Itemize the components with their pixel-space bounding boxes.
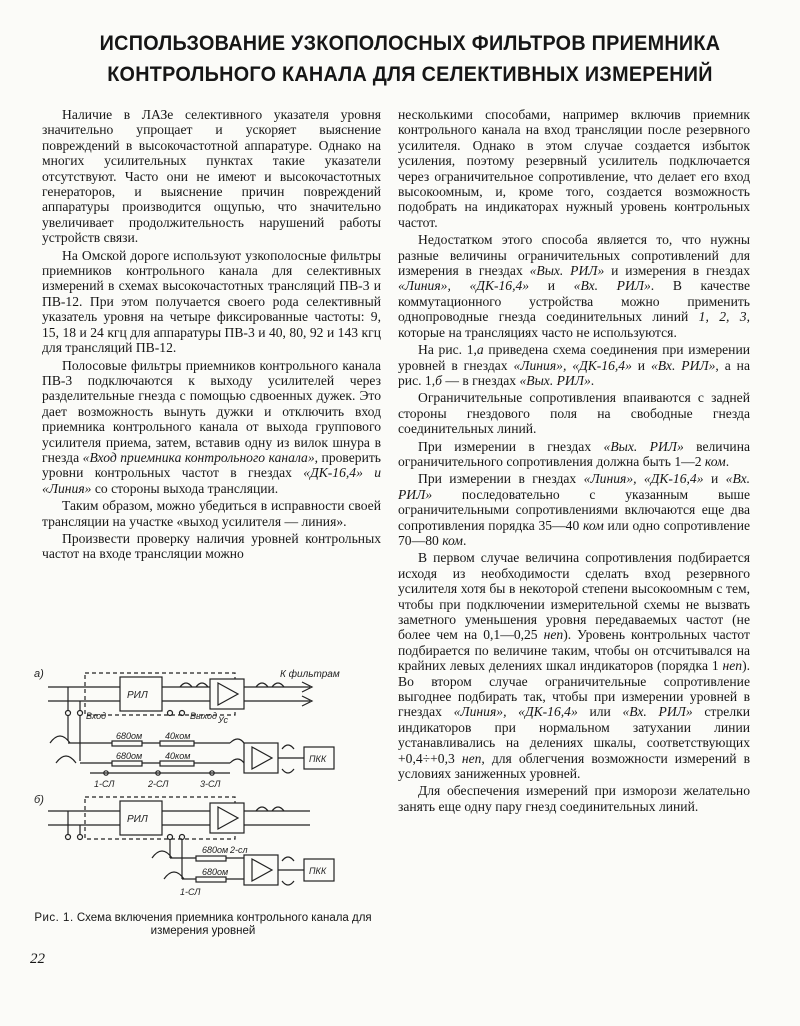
r680-label-b2: 680ом	[202, 867, 229, 877]
pkk-label-b: ПКК	[309, 866, 327, 876]
vykhod-label: Выход	[190, 711, 218, 721]
title-line-2: КОНТРОЛЬНОГО КАНАЛА ДЛЯ СЕЛЕКТИВНЫХ ИЗМЕРЕНИЙ	[107, 62, 713, 86]
caption-prefix: Рис. 1.	[34, 912, 74, 924]
sl2b-label: 2-сл	[230, 845, 248, 855]
label-a: а)	[34, 668, 44, 680]
page-number: 22	[30, 951, 45, 967]
paragraph: Для обеспечения измерений при изморози желательно занять еще одну пару гнезд соединительных линий.	[398, 783, 750, 814]
sl1-label: 1-СЛ	[94, 779, 115, 789]
r40k-label-a2: 40ком	[165, 751, 191, 761]
label-k-filtram: К фильтрам	[280, 669, 340, 680]
paragraph: Ограничительные сопротивления впаиваются с задней стороны гнездового поля на свободные гнезда соединительных линий.	[398, 390, 750, 437]
us-label: Ус	[218, 715, 229, 725]
sl2-label: 2-СЛ	[148, 779, 169, 789]
r680-label-b1: 680ом	[202, 845, 229, 855]
ril-label-a: РИЛ	[127, 690, 148, 701]
paragraph: На рис. 1,а приведена схема соединения при измерении уровней в гнездах «Линия», «ДК-16,4» и «Вх. РИЛ», а на рис. 1,б — в гнездах «Вых. РИЛ».	[398, 342, 750, 388]
figure-caption	[28, 912, 378, 938]
r680-label-a2: 680ом	[116, 751, 143, 761]
sl1-label-b: 1-СЛ	[180, 887, 201, 897]
title-line-1: ИСПОЛЬЗОВАНИЕ УЗКОПОЛОСНЫХ ФИЛЬТРОВ ПРИЕМНИКА	[99, 31, 721, 55]
paragraph: Наличие в ЛАЗе селективного указателя уровня значительно упрощает и ускоряет выяснение повреждений в высокочастотной аппаратуре. Однако на многих усилительных пунктах такие указатели отсутствуют. Часто они не имеют и высокочастотных генераторов, и выяснение причин повреждений аппаратуры производится ощупью, что значительно увеличивает продолжительность нарушений работы устройств связи.	[42, 107, 381, 246]
r40k-label-a1: 40ком	[165, 731, 191, 741]
pkk-label-a: ПКК	[309, 754, 327, 764]
right-column	[398, 107, 750, 816]
paragraph: Недостатком этого способа является то, что нужны разные величины ограничительных сопротивлений для измерения в гнездах «Вых. РИЛ» и измерения в гнездах «Линия», «ДК-16,4» и «Вх. РИЛ». В качестве коммутационного устройства можно применить однопроводные гнезда соединительных линий 1, 2, 3, которые на трансляциях часто не используются.	[398, 232, 750, 340]
paragraph: несколькими способами, например включив приемник контрольного канала на вход трансляции после резервного усилителя. Однако в этом случае создается избыток усиления, поэтому резервный усилитель подключается через ограничительное сопротивление, что делает его вход высокоомным, и, кроме того, создается возможность подобрать на индикаторах нужный уровень контрольных частот.	[398, 107, 750, 230]
ril-label-b: РИЛ	[127, 814, 148, 825]
left-column	[42, 107, 381, 564]
caption-text: Схема включения приемника контрольного канала для измерения уровней	[73, 912, 372, 937]
paragraph: В первом случае величина сопротивления подбирается исходя из необходимости сделать вход резервного усилителя хотя бы в некоторой степени высокоомным с тем, чтобы при подключении измерительной схемы не вызвать заметного уменьшения уровня передаваемых частот (не более чем на 0,1—0,25 неп). Уровень контрольных частот подбирается по величине таким, чтобы он отсчитывался на крайних левых делениях шкал индикаторов (порядка 1 неп). Во втором случае ограничительные сопротивление выгоднее подбирать так, чтобы при измерении уровней в гнездах «Линия», «ДК-16,4» или «Вх. РИЛ» стрелки индикаторов при нормальном затухании линии устанавливались на делениях шкалы, соответствующих +0,4÷+0,3 неп, для облегчения возможности измерений в условиях заниженных уровней.	[398, 550, 750, 782]
paragraph: Полосовые фильтры приемников контрольного канала ПВ-3 подключаются к выходу усилителей через разделительные гнезда с помощью сдвоенных дужек. Это дает возможность вынуть дужки и отключить вход приемника контрольного канала от выхода группового усилителя приема, затем, вставив одну из вилок шнура в гнезда «Вход приемника контрольного канала», проверить уровни контрольных частот в гнездах «ДК-16,4» и «Линия» со стороны выхода трансляции.	[42, 357, 382, 496]
vkhod-label: Вход	[86, 711, 107, 721]
paragraph: Произвести проверку наличия уровней контрольных частот на входе трансляции можно	[42, 530, 381, 562]
paragraph: Таким образом, можно убедиться в исправности своей трансляции на участке «выход усилителя — линия».	[42, 498, 381, 529]
label-b: б)	[34, 794, 44, 806]
paragraph: При измерении в гнездах «Вых. РИЛ» величина ограничительного сопротивления должна быть 1—2 ком.	[398, 438, 750, 469]
article-title	[70, 28, 751, 90]
circuit-diagram	[30, 663, 375, 908]
sl3-label: 3-СЛ	[200, 779, 221, 789]
paragraph: При измерении в гнездах «Линия», «ДК-16,4» и «Вх. РИЛ» последовательно с указанным выше ограничительными сопротивлениями включаются еще два сопротивления порядка 35—40 ком или одно сопротивление 70—80 ком.	[398, 471, 751, 548]
r680-label-a1: 680ом	[116, 731, 143, 741]
paragraph: На Омской дороге используют узкополосные фильтры приемников контрольного канала для селективных измерений в схемах высокочастотных трансляций ПВ-3 и ПВ-12. При этом получается своего рода селективный указатель уровня на четыре фиксированные частоты: 9, 15, 18 и 24 кгц для аппаратуры ПВ-3 и 40, 80, 92 и 143 кгц для трансляций ПВ-12.	[42, 247, 381, 356]
